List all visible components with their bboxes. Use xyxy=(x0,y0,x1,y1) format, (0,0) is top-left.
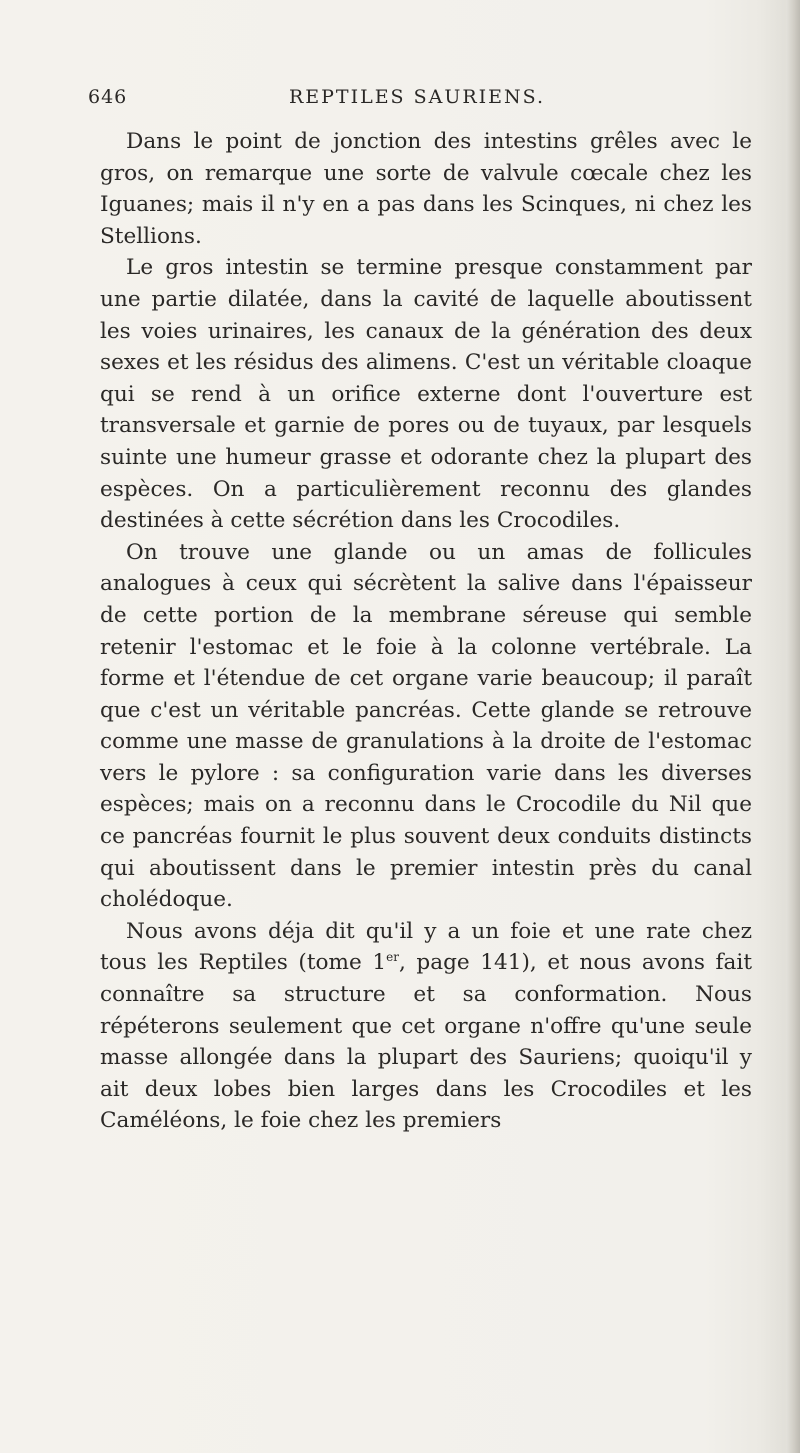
paragraph-cloaque: Le gros intestin se termine presque constamment par une partie dilatée, dans la cavité de laquelle aboutissent les voies urinaires, les canaux de la génération des deux sexes et les résidus des alimens. C'est un véritable cloaque qui se rend à un orifice externe dont l'ouverture est transversale et garnie de pores ou de tuyaux, par lesquels suinte une humeur grasse et odorante chez la plupart des espèces. On a particulièrement reconnu des glandes destinées à cette sécrétion dans les Crocodiles. xyxy=(100,255,752,534)
paragraph-pancreas: On trouve une glande ou un amas de follicules analogues à ceux qui sécrètent la salive dans l'épaisseur de cette portion de la membrane séreuse qui semble retenir l'estomac et le foie à la colonne vertébrale. La forme et l'étendue de cet organe varie beaucoup; il paraît que c'est un véritable pancréas. Cette glande se retrouve comme une masse de granulations à la droite de l'estomac vers le pylore : sa configuration varie dans les diverses espèces; mais on a reconnu dans le Crocodile du Nil que ce pancréas fournit le plus souvent deux conduits distincts qui aboutissent dans le premier intestin près du canal cholédoque. xyxy=(100,539,752,913)
paragraph-iguanes-valvule: Dans le point de jonction des intestins grêles avec le gros, on remarque une sorte de valvule cœcale chez les Iguanes; mais il n'y en a pas dans les Scinques, ni chez les Stellions. xyxy=(100,129,752,249)
page-number: 646 xyxy=(88,86,128,108)
page-header xyxy=(88,86,746,116)
running-title: REPTILES SAURIENS. xyxy=(288,86,546,108)
paragraph-foie-rate-part1: Nous avons déja dit qu'il y a un foie et une rate chez tous les Reptiles (tome 1 xyxy=(100,918,752,976)
superscript-er: er xyxy=(386,950,399,965)
page-edge xyxy=(786,0,800,1453)
body-text xyxy=(100,126,752,1137)
paragraph-foie-rate-part2: , page 141), et nous avons fait connaître sa structure et sa conformation. Nous répéterons seulement que cet organe n'offre qu'une seule masse allongée dans la plupart des Sauriens; quoiqu'il y ait deux lobes bien larges dans les Crocodiles et les Caméléons, le foie chez les premiers xyxy=(100,950,752,1134)
paragraph-foie-rate xyxy=(100,916,752,1137)
